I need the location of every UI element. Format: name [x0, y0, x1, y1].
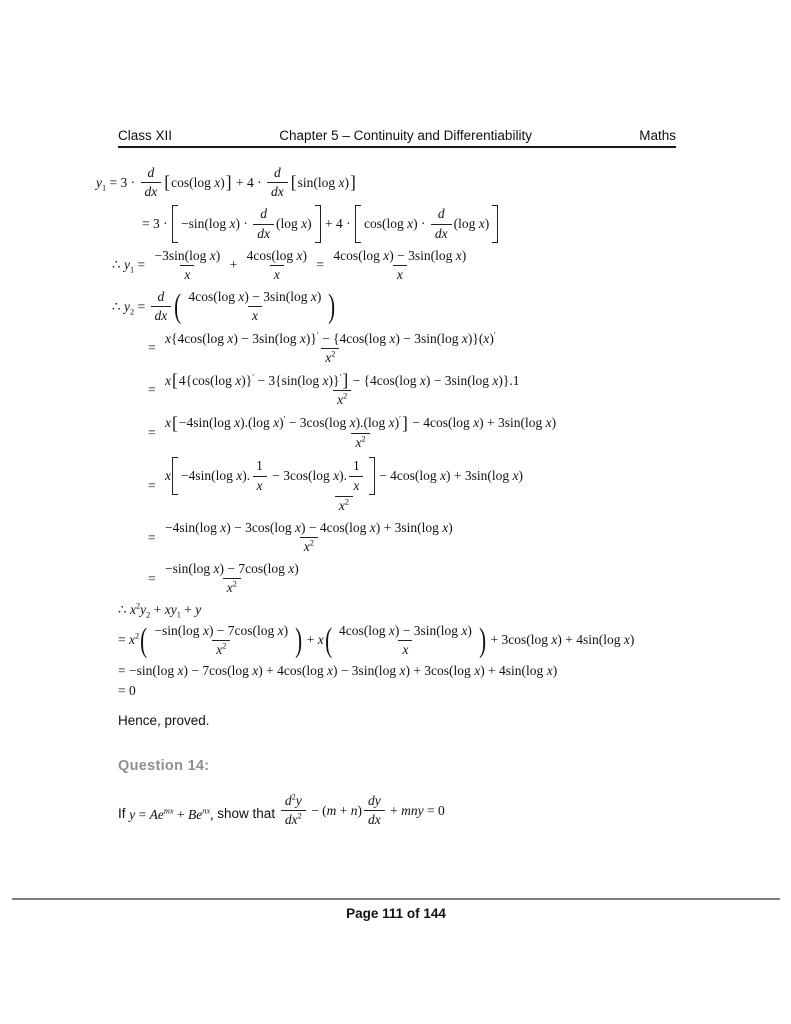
- math-text: $y_1 = 3$ ·: [96, 174, 139, 193]
- math-text: + mny = 0: [386, 802, 445, 818]
- math-text: d: [273, 165, 281, 180]
- page-header: [118, 128, 676, 148]
- fraction: [243, 247, 311, 284]
- fraction-denominator: [393, 265, 407, 284]
- math-text: + 3cos(log x) + 4sin(log x): [487, 632, 635, 648]
- math-text: 1: [256, 458, 263, 474]
- fraction: [151, 288, 172, 325]
- math-text: $x^2$: [355, 434, 366, 451]
- fraction-numerator: [161, 560, 303, 578]
- math-text: = 3 ·: [142, 216, 171, 232]
- fraction-numerator: [161, 371, 524, 391]
- bracket-content: [180, 457, 367, 494]
- right-bracket: ): [479, 621, 487, 659]
- math-text: −sin(log x) − 7cos(log x): [154, 622, 289, 638]
- math-text: 4cos(log x) − 3sin(log x): [188, 289, 322, 305]
- left-bracket: [: [172, 412, 178, 433]
- math-text: x: [256, 477, 263, 493]
- math-text: x: [353, 477, 360, 493]
- fraction: [150, 622, 292, 659]
- math-text: −4sin(log x) − 3cos(log x) − 4cos(log x) + 3sin(log x): [165, 519, 453, 535]
- right-bracket: ]: [225, 171, 232, 192]
- equation-line: [118, 602, 756, 618]
- right-bracket: ]: [402, 412, 408, 433]
- math-text: − 4cos(log x) + 3sin(log x): [375, 467, 523, 483]
- solution-equations: [96, 164, 756, 699]
- math-text: − {4cos(log x) − 3sin(log x)}.1: [349, 372, 520, 388]
- fraction-denominator: [253, 224, 274, 243]
- equation-line: [148, 519, 756, 556]
- page-number: Page 111 of 144: [346, 906, 446, 921]
- math-text: $x^2$: [325, 349, 336, 365]
- math-text: ∴ $y_1$ =: [112, 257, 149, 276]
- fraction-denominator: [180, 265, 194, 284]
- math-text: x: [273, 266, 280, 282]
- math-text: x: [396, 266, 403, 282]
- fraction-denominator: [151, 306, 172, 325]
- right-bracket: [369, 457, 375, 494]
- equation-line: [112, 288, 756, 325]
- left-bracket: [355, 205, 361, 242]
- fraction-denominator: [351, 433, 369, 452]
- math-text: x: [184, 266, 191, 282]
- math-text: $x^2$: [216, 641, 227, 657]
- fraction: [267, 164, 288, 201]
- fraction: [161, 330, 500, 367]
- fraction-denominator: [349, 476, 363, 495]
- math-text: dx: [368, 812, 381, 828]
- left-bracket: [: [290, 171, 297, 192]
- math-text: x: [251, 308, 258, 324]
- left-bracket: [: [164, 171, 171, 192]
- math-text: 4cos(log x): [246, 247, 308, 263]
- equation-line: [118, 683, 756, 699]
- question-statement: [118, 792, 756, 829]
- fraction: [161, 371, 524, 410]
- right-bracket: [315, 205, 321, 242]
- fraction: [329, 247, 470, 284]
- question-heading: Question 14:: [118, 758, 210, 775]
- fraction-denominator: [431, 224, 452, 243]
- right-bracket: ): [328, 288, 336, 326]
- math-text: −4sin(log x).(log x)′ − 3cos(log x).(log x)′: [178, 414, 402, 431]
- math-text: cos(log x) ·: [363, 216, 429, 232]
- fraction: [253, 205, 274, 242]
- fraction: [364, 792, 385, 829]
- hence-proved-text: Hence, proved.: [118, 713, 210, 729]
- bracket-group: [172, 412, 408, 433]
- bracket-group: [164, 171, 232, 192]
- fraction-numerator: [161, 456, 527, 495]
- fraction-numerator: [270, 164, 285, 182]
- fraction-numerator: [144, 164, 159, 182]
- math-text: = −sin(log x) − 7cos(log x) + 4cos(log x) − 3sin(log x) + 3cos(log x) + 4sin(log x): [118, 663, 558, 679]
- question-connector: show that: [213, 806, 279, 822]
- equation-line: [148, 560, 756, 597]
- math-text: =: [148, 382, 159, 398]
- bracket-content: [178, 415, 402, 431]
- fraction: [281, 792, 306, 829]
- fraction-numerator: [364, 792, 385, 810]
- equation-line: [142, 205, 756, 242]
- solution-content: [96, 160, 756, 829]
- fraction: [335, 622, 476, 659]
- bracket-group: [290, 171, 356, 192]
- math-text: − 4cos(log x) + 3sin(log x): [408, 415, 557, 431]
- math-text: − (m + n): [307, 802, 362, 818]
- math-text: dx: [434, 225, 448, 241]
- math-text: =: [313, 257, 328, 273]
- fraction: [252, 457, 267, 494]
- math-text: $x^2$: [338, 497, 350, 513]
- math-text: = 0: [118, 683, 136, 699]
- math-text: x: [165, 372, 171, 388]
- math-text: dx: [257, 225, 270, 241]
- math-text: x: [402, 641, 409, 657]
- left-bracket: [: [172, 369, 178, 390]
- equation-line: [118, 622, 756, 659]
- math-text: x: [165, 415, 171, 431]
- math-text: x{4cos(log x) − 3sin(log x)}′ − {4cos(log x) − 3sin(log x)}(x)′: [165, 330, 496, 346]
- math-text: ∴ $y_2$ =: [112, 298, 149, 317]
- math-text: $x^2$: [337, 391, 348, 408]
- math-text: 4cos(log x) − 3sin(log x): [333, 247, 467, 263]
- fraction: [349, 457, 364, 494]
- fraction-denominator: [223, 578, 241, 597]
- bracket-content: [182, 288, 329, 325]
- bracket-group: [172, 457, 375, 494]
- fraction-numerator: [154, 288, 169, 306]
- bracket-content: [180, 205, 313, 242]
- fraction-denominator: [212, 640, 230, 659]
- header-subject-label: Maths: [639, 128, 676, 143]
- fraction-numerator: [329, 247, 470, 265]
- bracket-group: [325, 622, 486, 659]
- math-text: $dx^2$: [284, 811, 302, 828]
- math-text: − 3cos(log x).: [268, 467, 347, 483]
- bracket-content: [332, 622, 479, 659]
- fraction-denominator: [248, 306, 262, 325]
- fraction-numerator: [185, 288, 326, 306]
- math-text: dy: [368, 793, 381, 809]
- bracket-content: [178, 373, 343, 389]
- fraction: [161, 414, 560, 453]
- bracket-group: [140, 622, 302, 659]
- math-text: sin(log x): [297, 174, 349, 190]
- math-text: 4{cos(log x)}′ − 3{sin(log x)}′: [178, 372, 342, 388]
- left-bracket: (: [324, 621, 332, 659]
- header-class-label: Class XII: [118, 128, 173, 143]
- fraction-numerator: [243, 247, 311, 265]
- right-bracket: [492, 205, 498, 242]
- right-bracket: ): [295, 621, 303, 659]
- equation-line: [118, 663, 756, 679]
- math-text: dx: [154, 308, 168, 324]
- math-text: d: [147, 165, 155, 180]
- fraction-numerator: [335, 622, 476, 640]
- fraction-numerator: [161, 330, 500, 348]
- fraction: [161, 519, 457, 556]
- math-text: −sin(log x) − 7cos(log x): [165, 561, 299, 577]
- math-text: =: [148, 477, 159, 493]
- math-text: dx: [270, 184, 284, 200]
- math-text: $x^2$: [226, 579, 237, 596]
- page-footer: [12, 898, 780, 921]
- question-given-formula: [129, 807, 213, 829]
- math-text: d: [437, 206, 445, 222]
- math-text: x: [165, 467, 171, 483]
- fraction: [161, 456, 527, 515]
- math-text: −sin(log x) ·: [180, 216, 252, 232]
- math-text: =: [148, 340, 159, 356]
- math-text: −4sin(log x).: [181, 467, 251, 483]
- math-text: + 4 ·: [321, 216, 354, 232]
- fraction-denominator: [364, 810, 385, 829]
- fraction-numerator: [434, 205, 449, 223]
- right-bracket: ]: [342, 369, 349, 390]
- fraction: [185, 288, 326, 325]
- bracket-group: [172, 369, 349, 390]
- fraction-denominator: [281, 810, 306, 829]
- left-bracket: (: [140, 621, 148, 659]
- fraction: [151, 247, 225, 284]
- fraction-denominator: [333, 390, 351, 409]
- math-text: =: [148, 529, 159, 545]
- fraction-numerator: [252, 457, 267, 475]
- equation-line: [96, 164, 756, 201]
- bracket-content: [297, 175, 350, 191]
- math-text: +: [226, 257, 241, 273]
- math-text: 1: [352, 458, 360, 474]
- fraction-denominator: [141, 182, 162, 201]
- math-text: =: [148, 570, 159, 586]
- header-chapter-title: Chapter 5 – Continuity and Differentiability: [279, 128, 532, 143]
- bracket-content: [147, 622, 295, 659]
- fraction-numerator: [256, 205, 271, 223]
- math-text: + 4 ·: [232, 174, 265, 190]
- math-text: −3sin(log x): [154, 247, 221, 263]
- fraction-numerator: [151, 247, 225, 265]
- fraction-denominator: [398, 640, 412, 659]
- bracket-group: [355, 205, 498, 242]
- bracket-group: [172, 205, 321, 242]
- math-text: $x^2$: [303, 538, 314, 555]
- math-text: d: [260, 206, 267, 222]
- fraction-denominator: [267, 182, 288, 201]
- math-text: 4cos(log x) − 3sin(log x): [339, 622, 472, 638]
- math-text: (log x): [275, 216, 312, 232]
- math-text: + x: [303, 632, 324, 648]
- right-bracket: ]: [349, 171, 356, 192]
- bracket-group: [174, 288, 335, 325]
- equation-line: [112, 247, 756, 284]
- math-text: d: [157, 289, 165, 305]
- question-show-formula: [279, 792, 445, 829]
- math-text: (log x): [453, 216, 490, 232]
- math-text: $y = Ae^{mx} + Be^{nx}$,: [129, 806, 214, 823]
- fraction-numerator: [349, 457, 364, 475]
- equation-line: [148, 371, 756, 410]
- fraction-numerator: [161, 519, 457, 537]
- fraction-denominator: [253, 476, 267, 495]
- fraction-numerator: [161, 414, 560, 434]
- fraction-denominator: [270, 265, 284, 284]
- fraction-denominator: [300, 537, 318, 556]
- bracket-content: [170, 175, 226, 191]
- math-text: cos(log x): [171, 174, 225, 190]
- bracket-content: [363, 205, 490, 242]
- fraction-denominator: [321, 348, 339, 367]
- math-text: ∴ $x^2y_2 + xy_1 + y$: [118, 601, 202, 620]
- left-bracket: [172, 457, 178, 494]
- left-bracket: (: [174, 288, 182, 326]
- question-prefix: If: [118, 806, 130, 822]
- fraction-numerator: [150, 622, 292, 640]
- fraction: [431, 205, 452, 242]
- fraction-denominator: [335, 496, 353, 515]
- math-text: = $x^2$: [118, 631, 140, 648]
- fraction: [161, 560, 303, 597]
- equation-line: [148, 456, 756, 515]
- equation-line: [148, 414, 756, 453]
- left-bracket: [172, 205, 178, 242]
- math-text: =: [148, 424, 159, 440]
- fraction: [141, 164, 162, 201]
- fraction-numerator: [281, 792, 306, 810]
- math-text: dx: [144, 184, 158, 200]
- footer-divider: [12, 898, 780, 900]
- equation-line: [148, 330, 756, 367]
- math-text: $d^2y$: [284, 792, 302, 809]
